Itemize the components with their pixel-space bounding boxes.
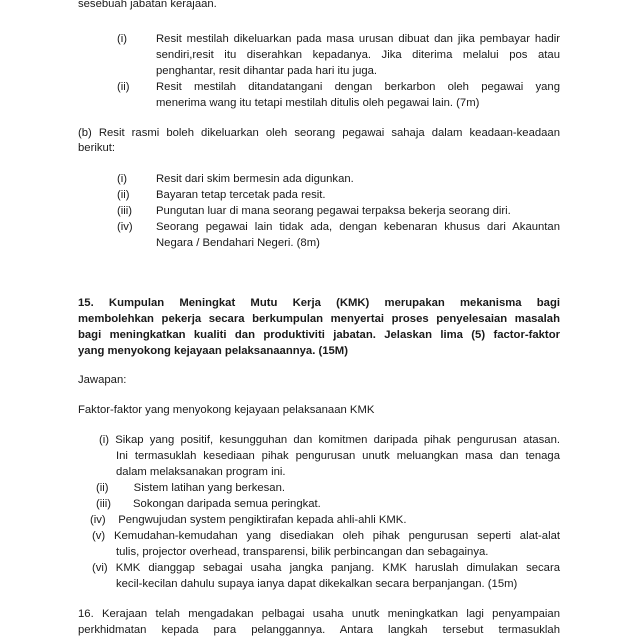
answer-line: (i) Sikap yang positif, kesungguhan dan komitmen daripada pihak pengurusan atasan. <box>99 434 560 446</box>
answer-line: (v) Kemudahan-kemudahan yang disediakan oleh pihak pengurusan seperti alat-alat <box>92 530 560 542</box>
item-number: (i) <box>117 33 128 45</box>
answer-line: (iv) Pengwujudan system pengiktirafan kepada ahli-ahli KMK. <box>90 514 407 526</box>
jawapan-label: Jawapan: <box>78 374 127 386</box>
question-16-line: 16. Kerajaan telah mengadakan pelbagai usaha unutk meningkatkan lagi penyampaian <box>78 608 560 620</box>
question-15-line: bagi meningkatkan kualiti dan produktiviti jabatan. Jelaskan lima (5) factor-faktor <box>78 329 560 341</box>
answer-line: (vi) KMK dianggap sebagai usaha jangka panjang. KMK haruslah dimulakan secara <box>92 562 560 574</box>
item-line: Negara / Bendahari Negeri. (8m) <box>156 237 320 249</box>
item-line: Resit mestilah ditandatangani dengan berkarbon oleh pegawai yang <box>156 81 560 93</box>
answer-line: tulis, projector overhead, transparensi, bilik perbincangan dan sebagainya. <box>116 546 489 558</box>
item-line: menerima wang itu tetapi mestilah ditulis oleh pegawai lain. (7m) <box>156 97 480 109</box>
section-b-intro: (b) Resit rasmi boleh dikeluarkan oleh seorang pegawai sahaja dalam keadaan-keadaan <box>78 127 560 139</box>
answer-line: (ii) Sistem latihan yang berkesan. <box>96 482 285 494</box>
item-number: (ii) <box>117 189 130 201</box>
top-fragment: sesebuah jabatan kerajaan. <box>78 0 217 10</box>
item-number: (iv) <box>117 221 133 233</box>
section-b-intro: berikut: <box>78 142 116 154</box>
item-number: (iii) <box>117 205 133 217</box>
answer-line: Ini termasuklah kesediaan pihak pengurusan unutk meluangkan masa dan tenaga <box>116 450 560 462</box>
item-line: Seorang pegawai lain tidak ada, dengan kebenaran khusus dari Akauntan <box>156 221 560 233</box>
answer-line: dalam melaksanakan program ini. <box>116 466 286 478</box>
question-15-line: membolehkan pekerja secara berkumpulan menyertai proses penyelesaian masalah <box>78 313 560 325</box>
question-15-line: 15. Kumpulan Meningkat Mutu Kerja (KMK) merupakan mekanisma bagi <box>78 297 560 309</box>
question-16-line: perkhidmatan kepada para pelanggannya. Antara langkah tersebut termasuklah <box>78 624 560 636</box>
item-number: (ii) <box>117 81 130 93</box>
item-line: Bayaran tetap tercetak pada resit. <box>156 189 326 201</box>
item-line: Resit dari skim bermesin ada digunkan. <box>156 173 354 185</box>
item-number: (i) <box>117 173 128 185</box>
answer-line: kecil-kecilan dahulu supaya ianya dapat dikekalkan secara berpanjangan. (15m) <box>116 578 518 590</box>
answer-heading: Faktor-faktor yang menyokong kejayaan pelaksanaan KMK <box>78 404 375 416</box>
item-line: Resit mestilah dikeluarkan pada masa urusan dibuat dan jika pembayar hadir <box>156 33 560 45</box>
item-line: penghantar, resit dihantar pada hari itu juga. <box>156 65 378 77</box>
item-line: Pungutan luar di mana seorang pegawai terpaksa bekerja seorang diri. <box>156 205 511 217</box>
question-15-line: yang menyokong kejayaan pelaksanaannya. (15M) <box>78 345 348 357</box>
item-line: sendiri,resit itu diserahkan kepadanya. Jika diterima melalui pos atau <box>156 49 560 61</box>
answer-line: (iii) Sokongan daripada semua peringkat. <box>96 498 321 510</box>
